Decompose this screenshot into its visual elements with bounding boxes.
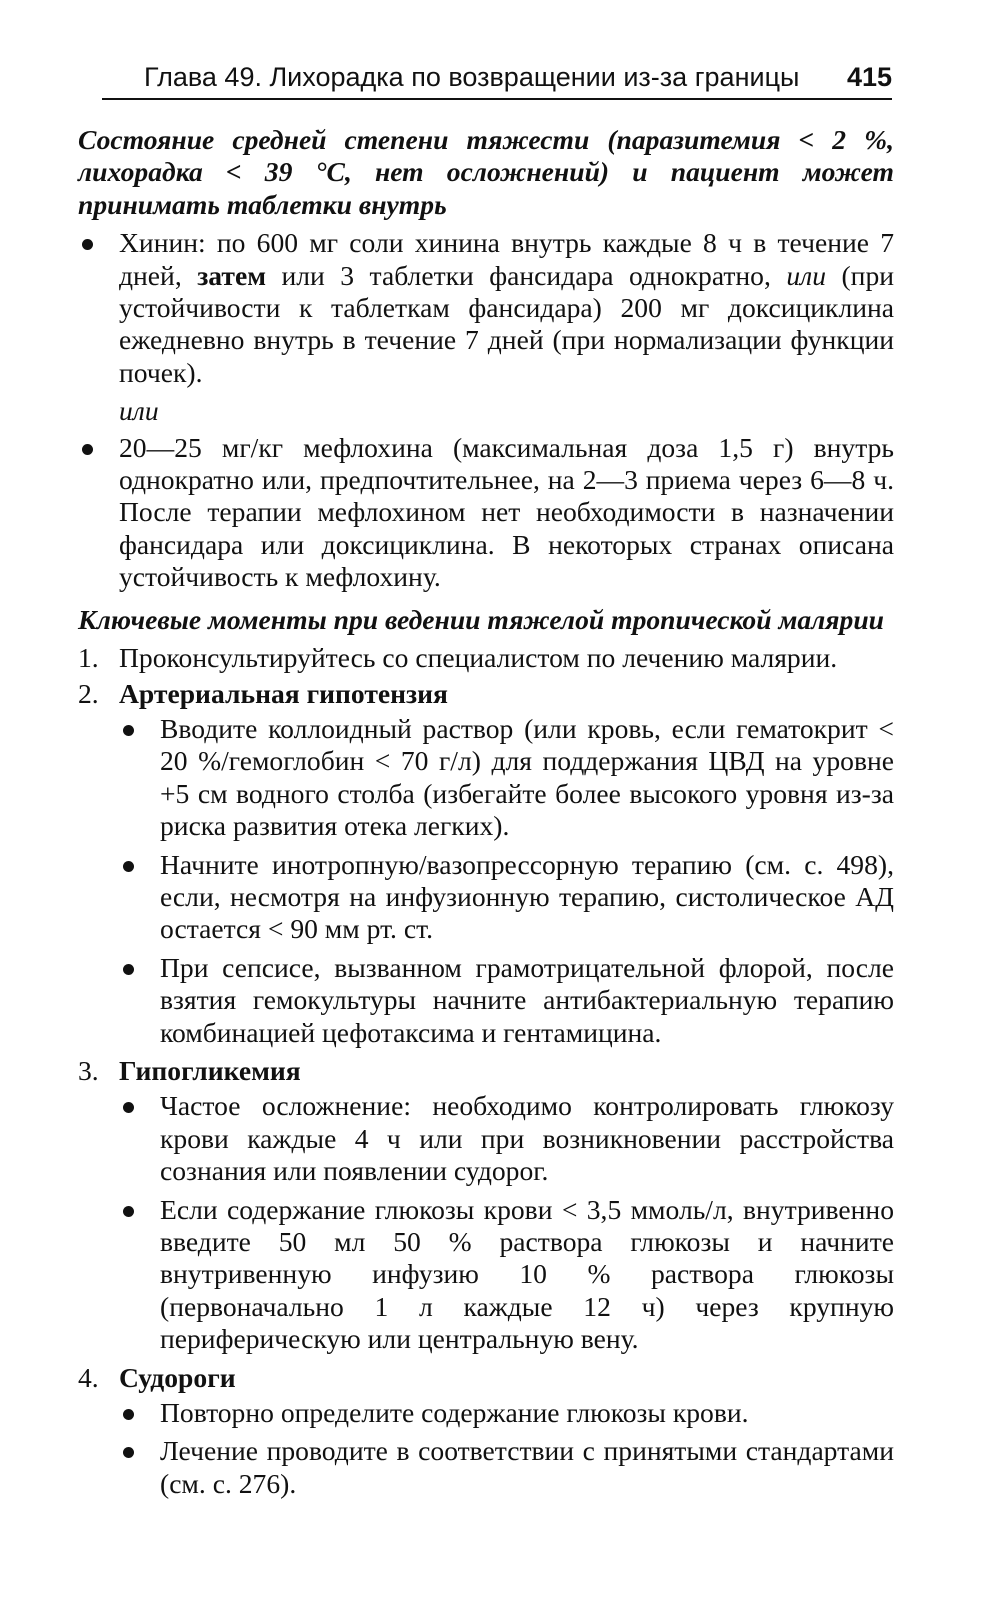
bullet-icon <box>123 861 134 872</box>
item-title: Гипогликемия <box>119 1054 301 1086</box>
list-item-text: Вводите коллоидный раствор (или кровь, если гематокрит < 20 %/гемоглобин < 70 г/л) для поддержания ЦВД на уровне +5 см водного столба (избегайте более высокого уровня из-за риска развития отека легких). <box>160 712 894 842</box>
numbered-item-3 <box>78 1055 894 1087</box>
list-item-text: Если содержание глюкозы крови < 3,5 ммоль/л, внутривенно введите 50 мл 50 % раствора глюкозы и начните внутривенную инфузию 10 % раствора глюкозы (первоначально 1 л каждые 12 ч) через крупную периферическую или центральную вену. <box>160 1193 894 1355</box>
header-rule <box>102 98 892 100</box>
section-heading-key-points: Ключевые моменты при ведении тяжелой тропической малярии <box>78 603 885 635</box>
emphasis-then: затем <box>197 259 266 291</box>
bullet-icon <box>123 1102 134 1113</box>
sub-list-item <box>78 1194 894 1356</box>
bullet-icon <box>123 725 134 736</box>
chapter-title: Глава 49. Лихорадка по возвращении из-за границы <box>144 62 800 92</box>
list-item-text: При сепсисе, вызванном грамотрицательной флорой, после взятия гемокультуры начните антибактериальную терапию комбинацией цефотаксима и гентамицина. <box>160 951 894 1048</box>
item-title: Артериальная гипотензия <box>119 677 448 709</box>
list-item-text: Повторно определите содержание глюкозы крови. <box>160 1397 749 1429</box>
page-number: 415 <box>846 62 892 92</box>
emphasis-or: или <box>786 259 826 291</box>
sub-list-item <box>78 849 894 946</box>
list-item-text: Хинин: по 600 мг соли хинина внутрь каждые 8 ч в течение 7 дней, затем или 3 таблетки фансидара однократно, или (при устойчивости к таблеткам фансидара) 200 мг доксициклина ежедневно внутрь в течение 7 дней (при нормализации функции почек). <box>119 227 895 388</box>
sub-list-item <box>78 1435 894 1500</box>
sub-list-item <box>78 952 894 1049</box>
bullet-icon <box>123 1409 134 1420</box>
bullet-icon <box>123 1206 134 1217</box>
list-item-text: Лечение проводите в соответствии с принятыми стандартами (см. с. 276). <box>160 1435 894 1499</box>
item-number: 4. <box>78 1361 99 1393</box>
list-item-quinine <box>78 227 894 389</box>
numbered-item-4 <box>78 1362 894 1394</box>
bullet-icon <box>123 1447 134 1458</box>
bullet-icon <box>82 444 93 455</box>
item-title: Судороги <box>119 1361 236 1393</box>
sub-list-item <box>78 1090 894 1187</box>
bullet-icon <box>123 964 134 975</box>
list-item-mefloquine <box>78 432 894 594</box>
item-text: Проконсультируйтесь со специалистом по лечению малярии. <box>119 642 838 674</box>
sub-list-item <box>78 1397 894 1429</box>
page-body <box>78 124 894 1506</box>
item-number: 1. <box>78 642 99 674</box>
list-item-text: Начните инотропную/вазопрессорную терапию (см. с. 498), если, несмотря на инфузионную терапию, систолическое АД остается < 90 мм рт. ст. <box>160 848 894 945</box>
item-number: 2. <box>78 677 99 709</box>
list-item-text: 20—25 мг/кг мефлохина (максимальная доза 1,5 г) внутрь однократно или, предпочтительнее, на 2—3 приема через 6—8 ч. После терапии мефлохином нет необходимости в назначении фансидара или доксициклина. В некоторых странах описана устойчивость к мефлохину. <box>119 431 894 593</box>
section-heading-moderate: Состояние средней степени тяжести (паразитемия < 2 %, лихорадка < 39 °С, нет осложнений) и пациент может принимать таблетки внутрь <box>78 124 894 220</box>
running-header <box>102 60 892 100</box>
bullet-icon <box>82 239 93 250</box>
list-item-text: Частое осложнение: необходимо контролировать глюкозу крови каждые 4 ч или при возникновении расстройства сознания или появлении судорог. <box>160 1090 894 1187</box>
sub-list-item <box>78 713 894 843</box>
numbered-item-1 <box>78 642 894 674</box>
numbered-item-2 <box>78 678 894 710</box>
item-number: 3. <box>78 1054 99 1086</box>
or-separator: или <box>119 395 159 427</box>
